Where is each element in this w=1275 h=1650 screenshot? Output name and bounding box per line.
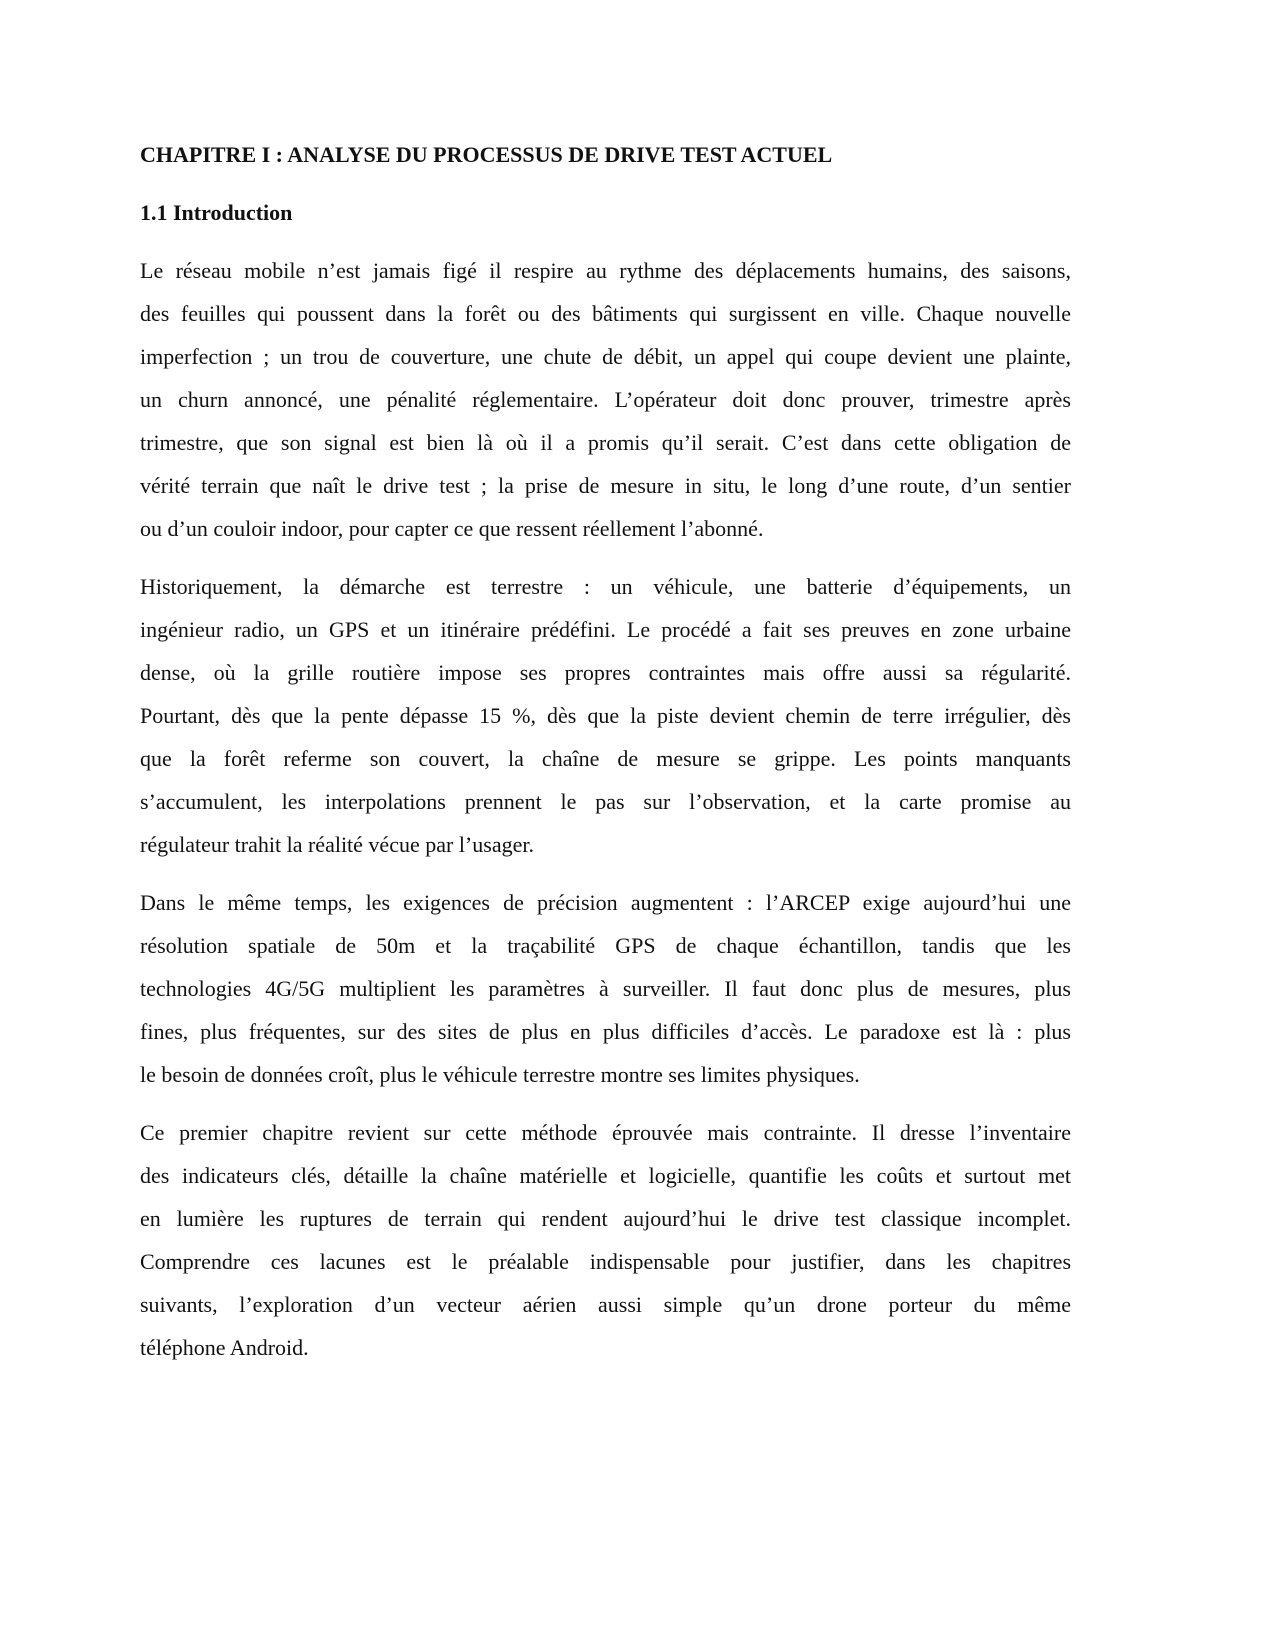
text-line: dense, où la grille routière impose ses propres contraintes mais offre aussi sa régularité. <box>140 660 1071 685</box>
body-text <box>140 249 1071 1369</box>
paragraph <box>140 249 1071 550</box>
text-line: téléphone Android. <box>140 1335 309 1360</box>
text-line: Ce premier chapitre revient sur cette méthode éprouvée mais contrainte. Il dresse l’inventaire <box>140 1120 1071 1145</box>
text-line: vérité terrain que naît le drive test ; la prise de mesure in situ, le long d’une route, d’un sentier <box>140 473 1071 498</box>
document-page <box>140 133 1071 1384</box>
text-line: régulateur trahit la réalité vécue par l’usager. <box>140 832 534 857</box>
text-line: ingénieur radio, un GPS et un itinéraire prédéfini. Le procédé a fait ses preuves en zone urbaine <box>140 617 1071 642</box>
text-line: résolution spatiale de 50m et la traçabilité GPS de chaque échantillon, tandis que les <box>140 933 1071 958</box>
text-line: suivants, l’exploration d’un vecteur aérien aussi simple qu’un drone porteur du même <box>140 1292 1071 1317</box>
paragraph <box>140 565 1071 866</box>
text-line: Comprendre ces lacunes est le préalable indispensable pour justifier, dans les chapitres <box>140 1249 1071 1274</box>
chapter-title: CHAPITRE I : ANALYSE DU PROCESSUS DE DRIVE TEST ACTUEL <box>140 142 833 167</box>
paragraph <box>140 881 1071 1096</box>
text-line: Pourtant, dès que la pente dépasse 15 %, dès que la piste devient chemin de terre irrégulier, dès <box>140 703 1071 728</box>
paragraph <box>140 1111 1071 1369</box>
text-line: des feuilles qui poussent dans la forêt ou des bâtiments qui surgissent en ville. Chaque nouvelle <box>140 301 1071 326</box>
text-line: technologies 4G/5G multiplient les paramètres à surveiller. Il faut donc plus de mesures, plus <box>140 976 1071 1001</box>
text-line: un churn annoncé, une pénalité réglementaire. L’opérateur doit donc prouver, trimestre après <box>140 387 1071 412</box>
text-line: des indicateurs clés, détaille la chaîne matérielle et logicielle, quantifie les coûts et surtout met <box>140 1163 1071 1188</box>
text-line: que la forêt referme son couvert, la chaîne de mesure se grippe. Les points manquants <box>140 746 1071 771</box>
text-line: Historiquement, la démarche est terrestre : un véhicule, une batterie d’équipements, un <box>140 574 1071 599</box>
text-line: imperfection ; un trou de couverture, une chute de débit, un appel qui coupe devient une plainte, <box>140 344 1071 369</box>
text-line: fines, plus fréquentes, sur des sites de plus en plus difficiles d’accès. Le paradoxe est là : plus <box>140 1019 1071 1044</box>
text-line: le besoin de données croît, plus le véhicule terrestre montre ses limites physiques. <box>140 1062 860 1087</box>
text-line: trimestre, que son signal est bien là où il a promis qu’il serait. C’est dans cette obligation de <box>140 430 1071 455</box>
text-line: Dans le même temps, les exigences de précision augmentent : l’ARCEP exige aujourd’hui une <box>140 890 1071 915</box>
text-line: s’accumulent, les interpolations prennent le pas sur l’observation, et la carte promise au <box>140 789 1071 814</box>
text-line: en lumière les ruptures de terrain qui rendent aujourd’hui le drive test classique incomplet. <box>140 1206 1071 1231</box>
text-line: ou d’un couloir indoor, pour capter ce que ressent réellement l’abonné. <box>140 516 764 541</box>
section-heading: 1.1 Introduction <box>140 200 293 225</box>
text-line: Le réseau mobile n’est jamais figé il respire au rythme des déplacements humains, des saisons, <box>140 258 1071 283</box>
